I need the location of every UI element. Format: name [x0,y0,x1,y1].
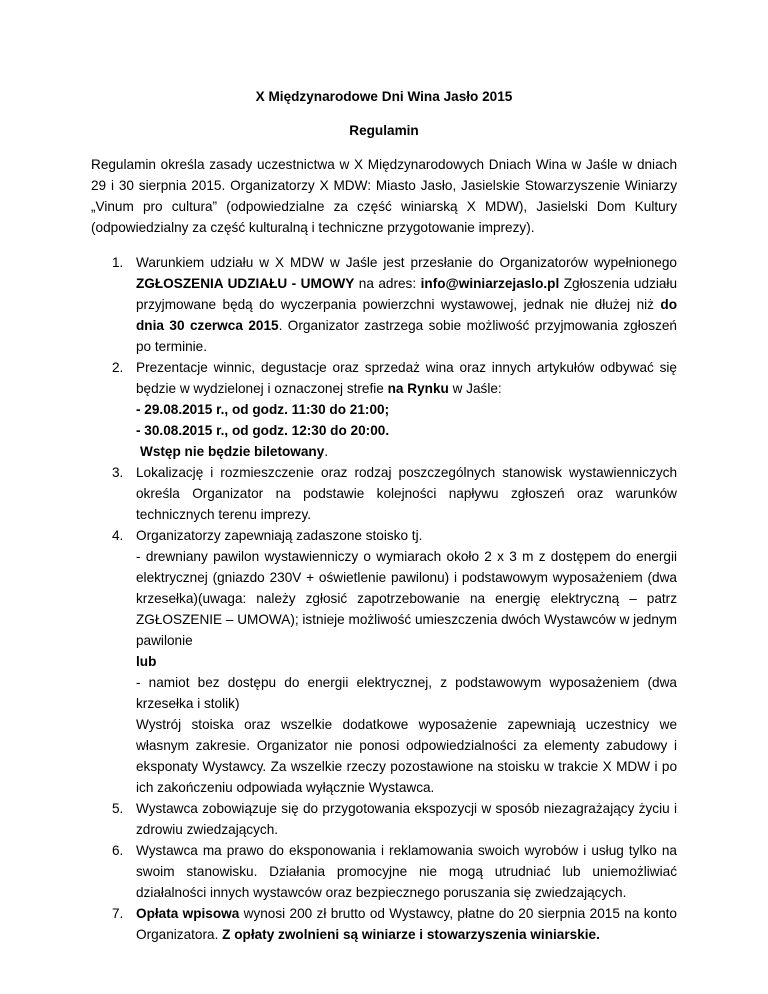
document-subtitle: Regulamin [349,123,419,138]
rule-text: Zgłoszenia udziału przyjmowane będą do wyczerpania powierzchni wystawowej, jednak nie dłużej niż [136,276,678,312]
tent-option: - namiot bez dostępu do energii elektrycznej, z podstawowym wyposażeniem (dwa krzesełka i stolik) [136,675,677,711]
rule-number: 2. [112,360,124,375]
fee-exemption: Z opłaty zwolnieni są winiarze i stowarzyszenia winiarskie. [222,927,600,942]
rule-text: . Organizator zastrzega sobie możliwość przyjmowania zgłoszeń po terminie. [136,318,677,354]
rule-text: Organizatorzy zapewniają zadaszone stoisko tj. [136,528,423,543]
rule-text: w Jaśle: [448,381,502,396]
admission-note-end: . [324,444,329,459]
rule-number: 3. [112,465,124,480]
rules-list [91,252,677,945]
rule-text: Warunkiem udziału w X MDW w Jaśle jest przesłanie do Organizatorów wypełnionego [136,255,677,270]
rule-text: wynosi 200 zł brutto od Wystawcy, płatne do 20 sierpnia 2015 na konto Organizatora. [136,906,677,942]
rule-text: Wystawca ma prawo do eksponowania i reklamowania swoich wyrobów i usług tylko na swoim stanowisku. Działania promocyjne nie mogą utrudniać lub uniemożliwiać działalności innych wystawców oraz bezpiecznego poruszania się zwiedzających. [136,843,677,900]
rule-text: Lokalizację i rozmieszczenie oraz rodzaj poszczególnych stanowisk wystawienniczych określa Organizator na podstawie kolejności napływu zgłoszeń oraz warunków technicznych terenu imprezy. [136,465,677,522]
rule-text: Wystawca zobowiązuje się do przygotowania ekspozycji w sposób niezagrażający życiu i zdrowiu zwiedzających. [136,801,677,837]
rule-number: 5. [112,801,124,816]
rule-text: Wystrój stoiska oraz wszelkie dodatkowe wyposażenie zapewniają uczestnicy we własnym zakresie. Organizator nie ponosi odpowiedzialności za elementy zabudowy i eksponaty Wystawcy. Za wszelkie rzeczy pozostawione na stoisku w trakcie X MDW i po ich zakończeniu odpowiada wyłącznie Wystawca. [136,717,677,795]
rule-item-4 [112,525,677,798]
rule-number: 6. [112,843,124,858]
location-name: na Rynku [387,381,449,396]
intro-paragraph: Regulamin określa zasady uczestnictwa w X Międzynarodowych Dniach Wina w Jaśle w dniach 29 i 30 sierpnia 2015. Organizatorzy X MDW: Miasto Jasło, Jasielskie Stowarzyszenie Winiarzy „Vinum pro cultura” (odpowiedzialne za część winiarską X MDW), Jasielski Dom Kultury (odpowiedzialny za część kulturalną i techniczne przygotowanie imprezy). [91,157,677,235]
rule-number: 1. [112,255,124,270]
fee-label: Opłata wpisowa [136,906,240,921]
rule-number: 7. [112,906,124,921]
admission-note [136,441,677,462]
admission-note-bold: Wstęp nie będzie biletowany [140,444,325,459]
rule-item-3 [112,462,677,525]
rule-item-1 [112,252,678,357]
rule-item-6 [112,840,677,903]
rule-text-bold: ZGŁOSZENIA UDZIAŁU - UMOWY [136,276,355,291]
rule-item-5 [112,798,677,840]
rule-item-2 [112,357,677,462]
rule-text: Prezentacje winnic, degustacje oraz sprzedaż wina oraz innych artykułów odbywać się będzie w wydzielonej i oznaczonej strefie [136,360,677,396]
option-separator: lub [136,654,157,669]
rule-number: 4. [112,528,124,543]
deadline-date: do dnia 30 czerwca 2015 [136,297,677,333]
document-title: X Międzynarodowe Dni Wina Jasło 2015 [255,89,513,104]
schedule-day-1: - 29.08.2015 r., od godz. 11:30 do 21:00; [136,402,390,417]
email-address: info@winiarzejaslo.pl [420,276,560,291]
rule-text: na adres: [354,276,421,291]
pavilion-option: - drewniany pawilon wystawienniczy o wymiarach około 2 x 3 m z dostępem do energii elektrycznej (gniazdo 230V + oświetlenie pawilonu) i podstawowym wyposażeniem (dwa krzesełka)(uwaga: należy zgłosić zapotrzebowanie na energię elektryczną – patrz ZGŁOSZENIE – UMOWA); istnieje możliwość umieszczenia dwóch Wystawców w jednym pawilonie [136,549,677,648]
rule-item-7 [112,903,677,945]
schedule-day-2: - 30.08.2015 r., od godz. 12:30 do 20:00. [136,423,390,438]
